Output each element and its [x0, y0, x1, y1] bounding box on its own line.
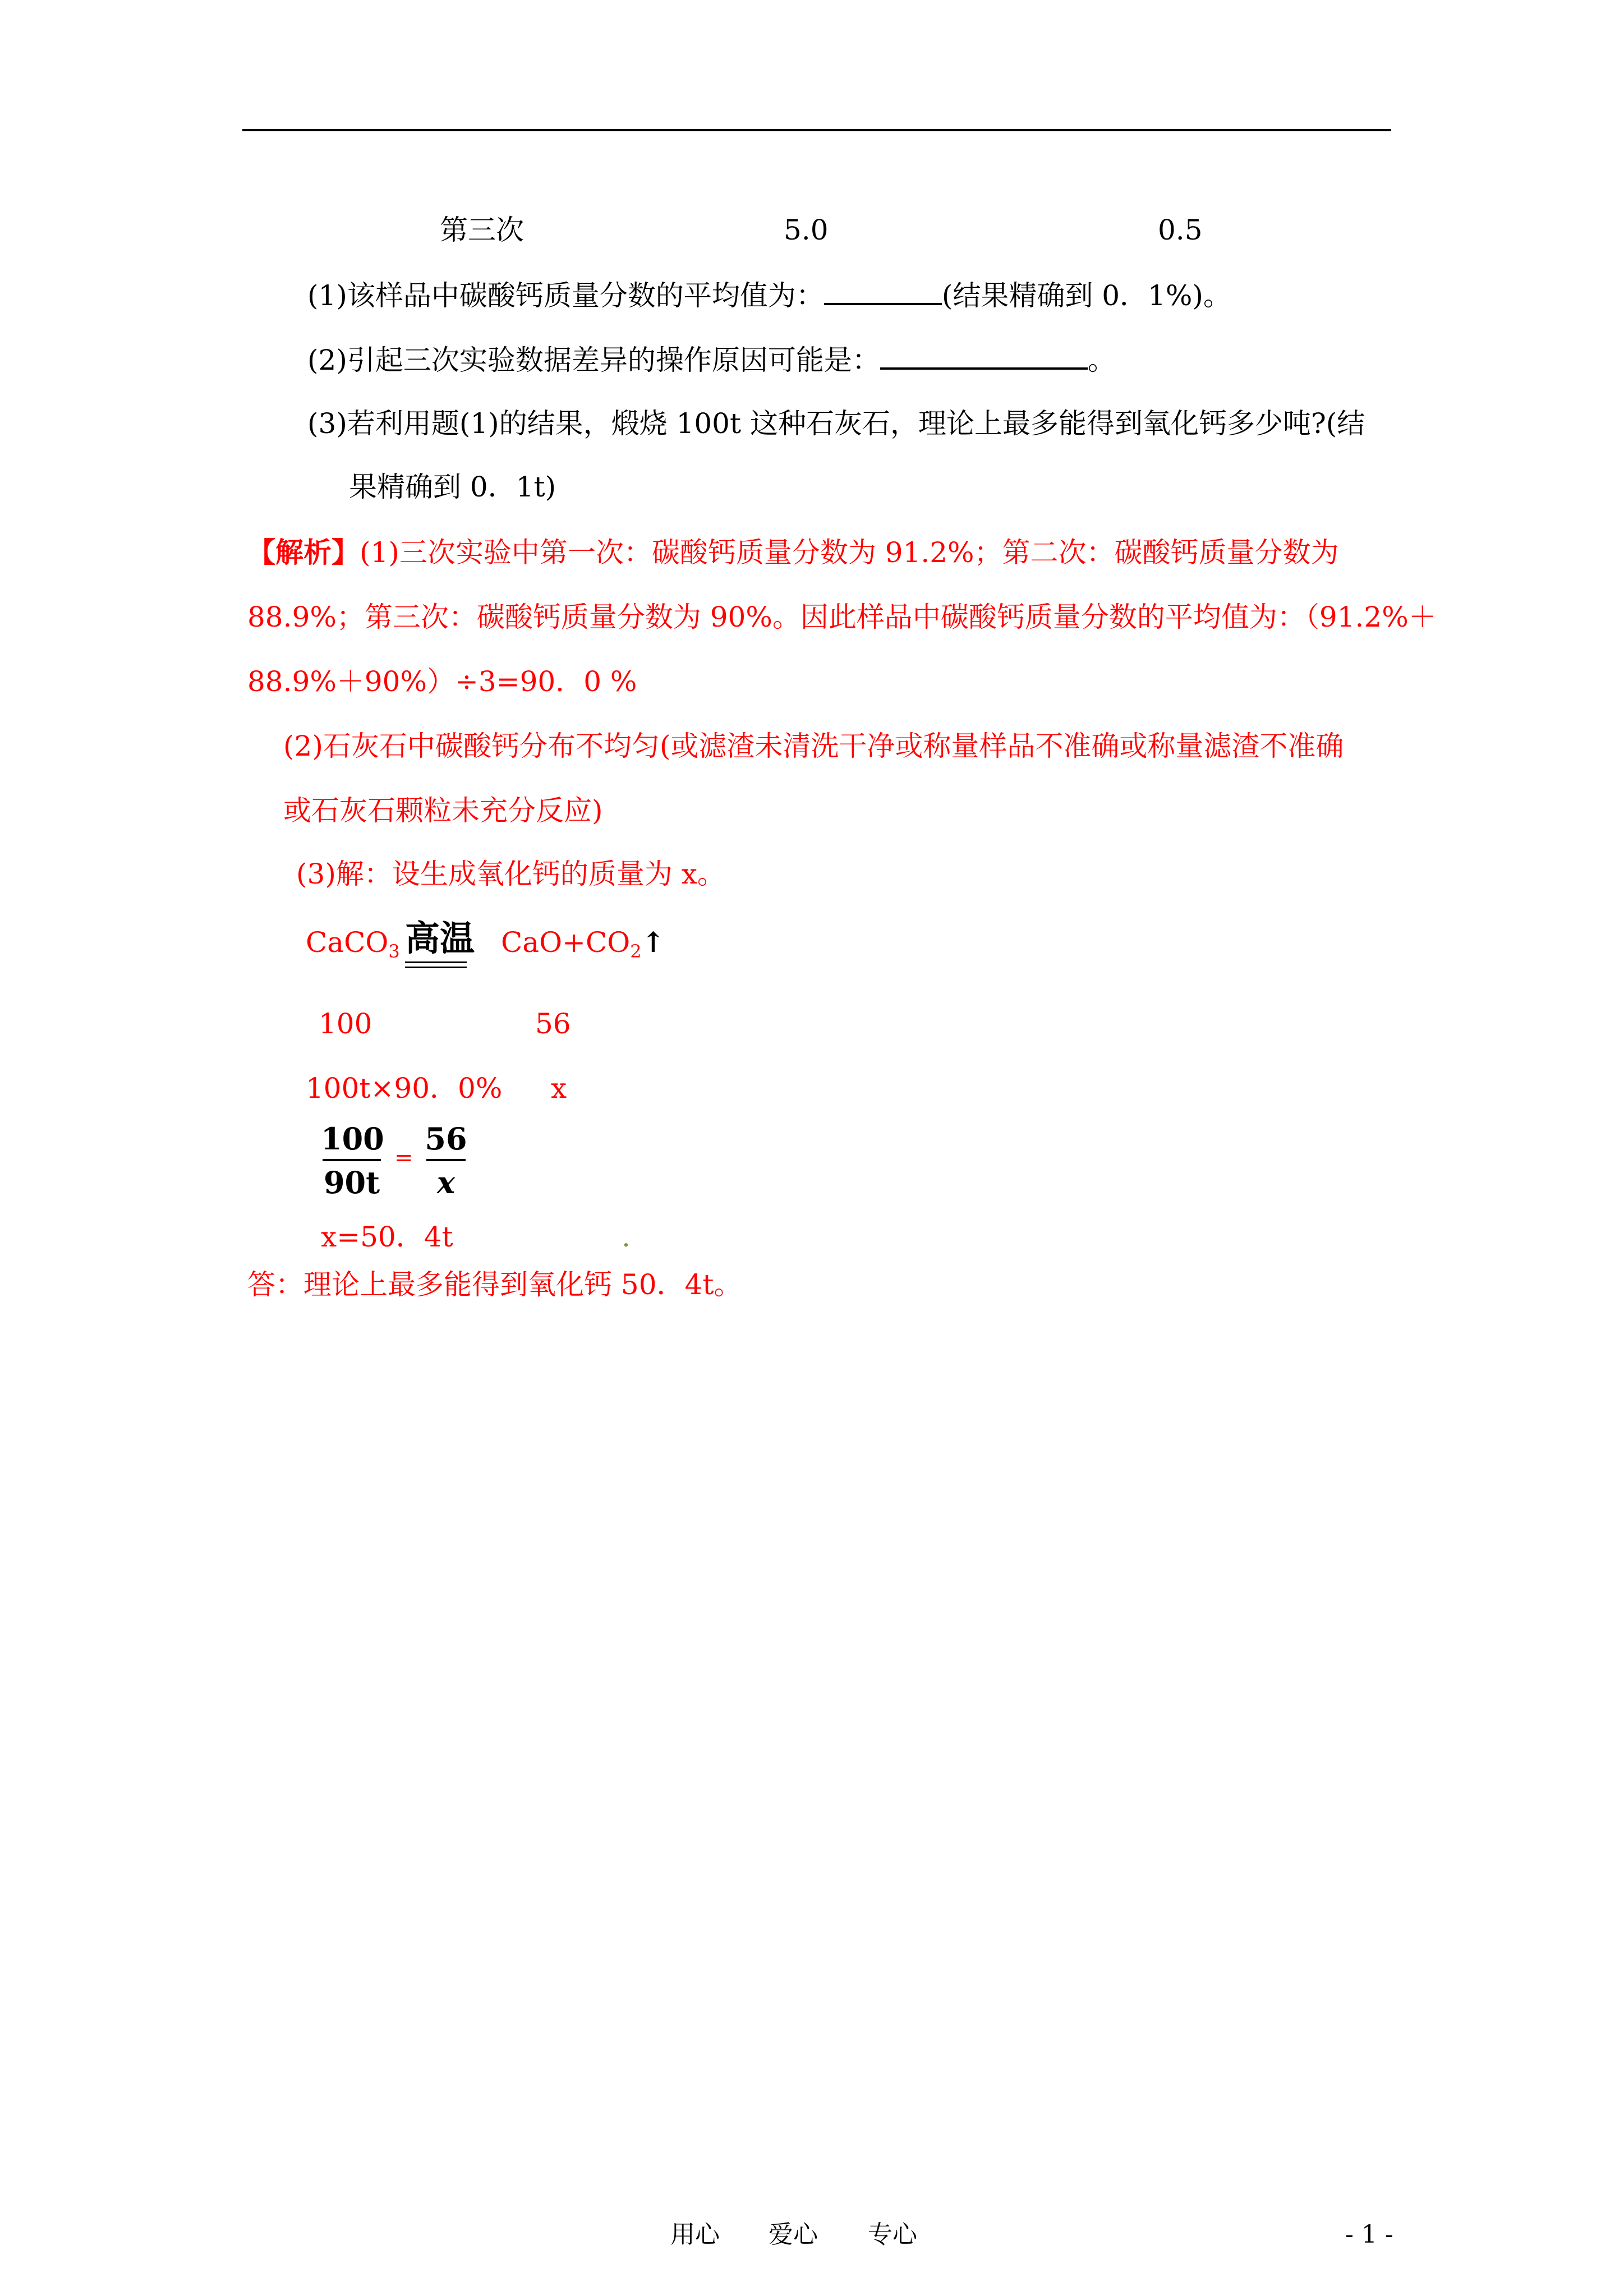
gas-arrow-icon: ↑: [641, 926, 665, 959]
stray-dot: .: [622, 1221, 631, 1253]
question-1-text: (1)该样品中碳酸钙质量分数的平均值为：: [307, 279, 824, 312]
result-value: x=50．4t: [321, 1221, 453, 1253]
footer-motto-1: 用心: [670, 2220, 720, 2249]
right-fraction-bar: [426, 1159, 466, 1161]
left-numerator: 100: [321, 1121, 384, 1157]
right-denominator: x: [436, 1165, 456, 1200]
left-denominator: 90t: [323, 1165, 380, 1200]
analysis-1-line-3: 88.9%＋90%）÷3=90．0 %: [247, 665, 637, 698]
analysis-tag: 【解析】: [247, 536, 360, 569]
header-rule: [242, 129, 1391, 131]
analysis-3-intro: (3)解：设生成氧化钙的质量为 x。: [296, 858, 725, 890]
equation-products: [501, 928, 665, 960]
question-1-note: (结果精确到 0．1%)。: [941, 279, 1231, 312]
equals-line-top: [405, 961, 467, 963]
mass-product: x: [551, 1072, 567, 1105]
proportion-equals: =: [394, 1145, 413, 1171]
analysis-2-line-1: (2)石灰石中碳酸钙分布不均匀(或滤渣未清洗干净或称量样品不准确或称量滤渣不准确: [283, 730, 1344, 762]
question-2-text: (2)引起三次实验数据差异的操作原因可能是：: [307, 344, 880, 376]
right-numerator: 56: [425, 1121, 467, 1157]
equation-reactant: [306, 928, 400, 960]
question-1: [307, 280, 1231, 310]
question-2-end: 。: [1087, 344, 1116, 376]
reactant-subscript: 3: [388, 941, 400, 962]
mass-reactant: 100t×90．0%: [306, 1072, 503, 1105]
reaction-condition: 高温: [405, 918, 475, 959]
answer-blank-2: [880, 345, 1088, 370]
analysis-1-line-2: 88.9%；第三次：碳酸钙质量分数为 90%。因此样品中碳酸钙质量分数的平均值为：（91.2%＋: [247, 601, 1437, 633]
question-3-line-2: 果精确到 0．1t): [349, 471, 556, 503]
table-row-label: 第三次: [440, 214, 524, 246]
footer-motto-3: 专心: [868, 2220, 917, 2249]
analysis-paragraph-1: [247, 536, 1339, 569]
product-formula: CaO+CO: [501, 926, 631, 959]
ratio-product: 56: [535, 1007, 571, 1040]
footer-motto-2: 爱心: [769, 2220, 818, 2249]
question-3-line-1: (3)若利用题(1)的结果，煅烧 100t 这种石灰石，理论上最多能得到氧化钙多少吨?(结: [307, 407, 1365, 440]
analysis-1-line-1: (1)三次实验中第一次：碳酸钙质量分数为 91.2%；第二次：碳酸钙质量分数为: [360, 536, 1339, 569]
final-answer: 答：理论上最多能得到氧化钙 50．4t。: [247, 1268, 742, 1301]
left-fraction-bar: [323, 1159, 381, 1161]
table-cell-sample-mass: 5.0: [784, 214, 829, 246]
analysis-2-line-2: 或石灰石颗粒未充分反应): [283, 794, 603, 827]
equals-line-bottom: [405, 967, 467, 968]
ratio-reactant: 100: [319, 1007, 372, 1040]
reactant-formula: CaCO: [306, 926, 389, 959]
product-subscript: 2: [630, 941, 642, 962]
table-cell-residue-mass: 0.5: [1158, 214, 1203, 246]
page-number: - 1 -: [1345, 2220, 1393, 2249]
question-2: [307, 345, 1116, 374]
answer-blank-1: [824, 280, 942, 305]
